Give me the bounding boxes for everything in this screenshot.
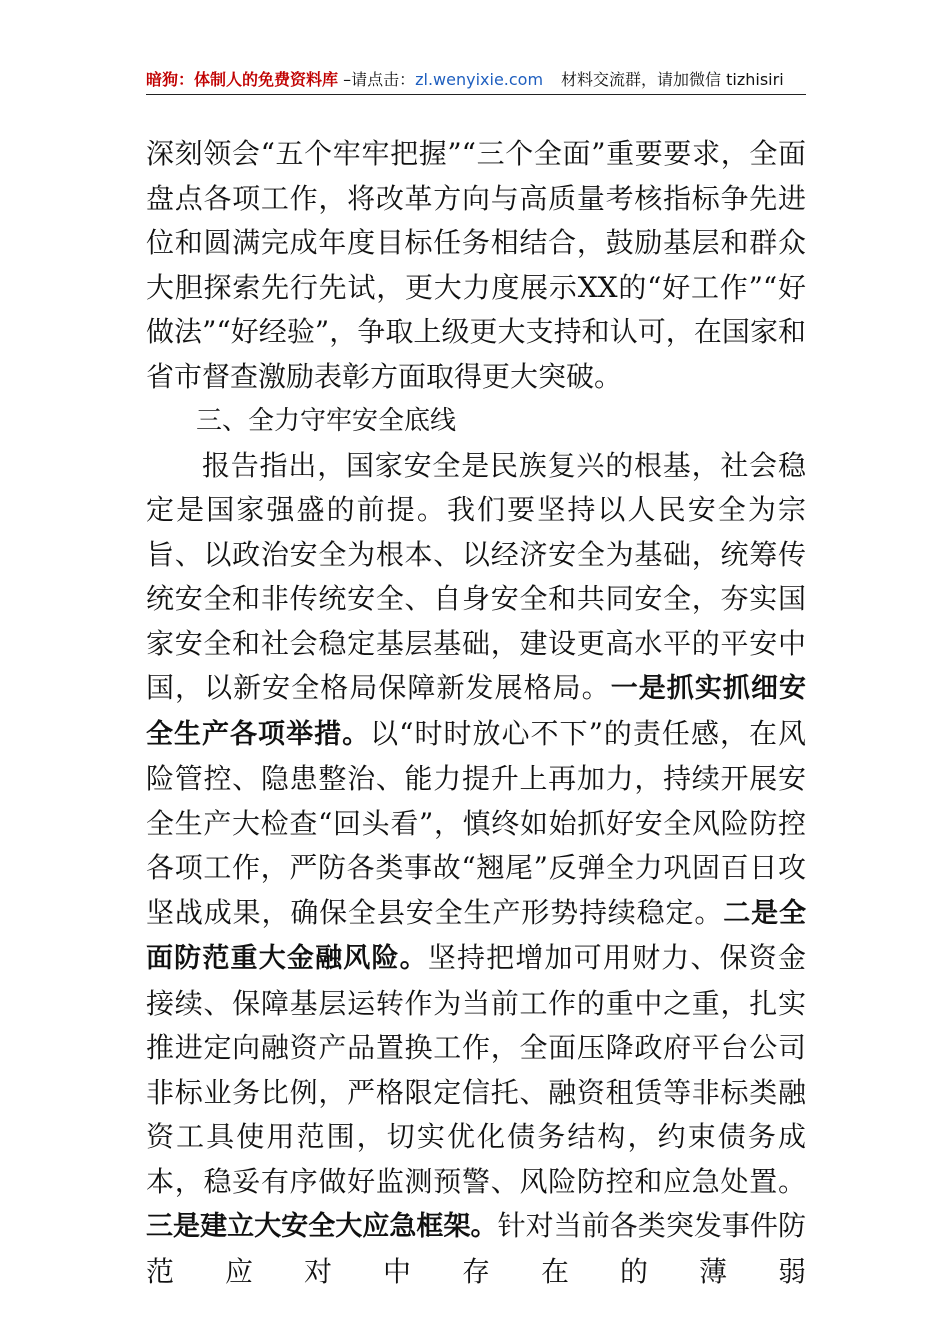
paragraph-intro: 报告指出，国家安全是民族复兴的根基，社会稳定是国家强盛的前提。我们要坚持以人民安全为宗旨、以政治安全为根本、以经济安全为基础，统筹传统安全和非传统安全、自身安全和共同安全，夯实国家安全和社会稳定基层基础，建设更高水平的平安中国，以新安全格局保障新发展格局。 xyxy=(146,448,806,704)
point-2-text: 坚持把增加可用财力、保资金接续、保障基层运转作为当前工作的重中之重，扎实推进定向融资产品置换工作，全面压降政府平台公司非标业务比例，严格限定信托、融资租赁等非标类融资工具使用范围，切实优化债务结构，约束债务成本，稳妥有序做好监测预警、风险防控和应急处置。 xyxy=(146,941,806,1198)
point-3-text: 针对当前各类突发事件防范应对中存在的薄弱 xyxy=(146,1209,806,1288)
section-heading: 三、全力守牢安全底线 xyxy=(196,406,457,436)
page-header xyxy=(146,66,806,95)
header-url-link[interactable]: zl.wenyixie.com xyxy=(415,70,544,89)
point-1-title: 一是抓实抓细安全生产各项举措。 xyxy=(146,673,806,750)
header-brand: 暗狗：体制人的免费资料库 xyxy=(146,70,339,89)
point-3-title: 三是建立大安全大应急框架。 xyxy=(146,1211,498,1242)
point-1-text: 以“时时放心不下”的责任感，在风险管控、隐患整治、能力提升上再加力，持续开展安全生产大检查“回头看”，慎终如始抓好安全风险防控各项工作，严防各类事故“翘尾”反弹全力巩固百日攻坚战成果，确保全县安全生产形势持续稳定。 xyxy=(146,716,806,929)
paragraph-security xyxy=(146,444,806,1295)
header-prompt: –请点击： xyxy=(338,70,416,89)
document-body xyxy=(146,132,806,1294)
paragraph-continued: 深刻领会“五个牢牢把握”“三个全面”重要要求，全面盘点各项工作，将改革方向与高质量考核指标争先进位和圆满完成年度目标任务相结合，鼓励基层和群众大胆探索先行先试，更大力度展示XX的“好工作”“好做法”“好经验”，争取上级更大支持和认可，在国家和省市督查激励表彰方面取得更大突破。 xyxy=(146,137,806,393)
point-2-title: 二是全面防范重大金融风险。 xyxy=(146,897,806,974)
header-group-info: 材料交流群，请加微信 tizhisiri xyxy=(561,70,784,89)
